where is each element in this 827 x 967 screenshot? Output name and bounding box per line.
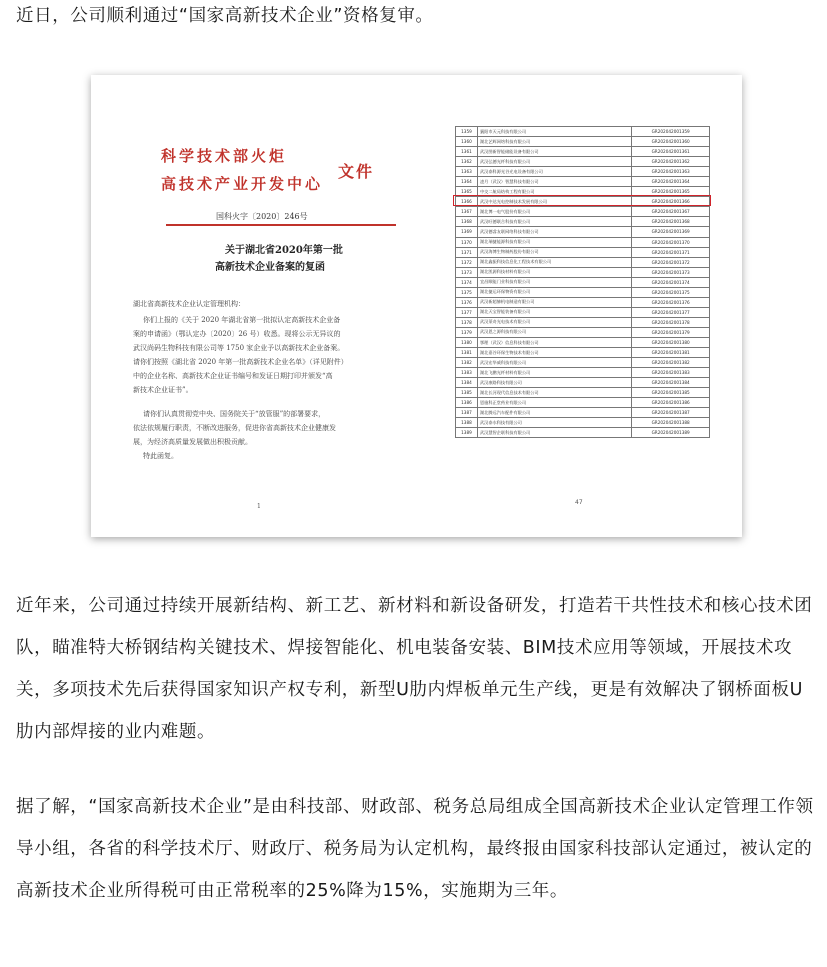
company-name: 恩施科正堂药业有限公司 bbox=[477, 398, 631, 408]
row-number: 1380 bbox=[456, 337, 478, 347]
table-row bbox=[456, 287, 710, 297]
certificate-number: GR202042001385 bbox=[632, 388, 710, 398]
row-number: 1385 bbox=[456, 388, 478, 398]
letter-body-line: 请你们认真贯彻党中央、国务院关于“放管服”的部署要求， bbox=[143, 410, 326, 418]
table-row bbox=[456, 167, 710, 177]
table-row bbox=[456, 227, 710, 237]
certificate-number: GR202042001362 bbox=[632, 157, 710, 167]
company-name: 武汉新超赫机电制造有限公司 bbox=[477, 297, 631, 307]
certificate-number: GR202042001377 bbox=[632, 307, 710, 317]
row-number: 1363 bbox=[456, 167, 478, 177]
table-row bbox=[456, 428, 710, 438]
table-row bbox=[456, 257, 710, 267]
company-name: 武汉弘德光纤科技有限公司 bbox=[477, 157, 631, 167]
certificate-number: GR202042001378 bbox=[632, 317, 710, 327]
company-name: 武汉宏华威科技有限公司 bbox=[477, 358, 631, 368]
table-row bbox=[456, 297, 710, 307]
row-number: 1377 bbox=[456, 307, 478, 317]
certificate-number: GR202042001359 bbox=[632, 127, 710, 137]
letter-body-line: 特此函复。 bbox=[143, 452, 178, 460]
certificate-number: GR202042001368 bbox=[632, 217, 710, 227]
row-number: 1388 bbox=[456, 418, 478, 428]
row-number: 1372 bbox=[456, 257, 478, 267]
certificate-number: GR202042001363 bbox=[632, 167, 710, 177]
row-number: 1367 bbox=[456, 207, 478, 217]
certificate-number: GR202042001364 bbox=[632, 177, 710, 187]
left-page-number: 1 bbox=[257, 503, 261, 510]
company-name: 湖北天宝智能装备有限公司 bbox=[477, 307, 631, 317]
certificate-number: GR202042001372 bbox=[632, 257, 710, 267]
company-name: 湖北长河现代信息技术有限公司 bbox=[477, 388, 631, 398]
company-name: 湖北腾远汽车配件有限公司 bbox=[477, 408, 631, 418]
company-name: 中交二航局结构工程有限公司 bbox=[477, 187, 631, 197]
right-page-number: 47 bbox=[575, 499, 583, 506]
row-number: 1374 bbox=[456, 277, 478, 287]
company-name: 湖北凯源科技材料有限公司 bbox=[477, 267, 631, 277]
table-row bbox=[456, 317, 710, 327]
row-number: 1370 bbox=[456, 237, 478, 247]
certificate-number: GR202042001369 bbox=[632, 227, 710, 237]
certificate-number: GR202042001375 bbox=[632, 287, 710, 297]
table-row bbox=[456, 277, 710, 287]
letter-title-line2: 高新技术企业备案的复函 bbox=[215, 262, 325, 273]
row-number: 1359 bbox=[456, 127, 478, 137]
company-name: 武汉恩之源科技有限公司 bbox=[477, 327, 631, 337]
company-name: 湖北瑞捷能源科技有限公司 bbox=[477, 237, 631, 247]
letter-body-line: 湖北省高新技术企业认定管理机构： bbox=[133, 300, 245, 308]
row-number: 1375 bbox=[456, 287, 478, 297]
highlight-box bbox=[453, 195, 711, 206]
table-row bbox=[456, 177, 710, 187]
company-name: 凌月（武汉）智慧科技有限公司 bbox=[477, 177, 631, 187]
paragraph-policy: 据了解，“国家高新技术企业”是由科技部、财政部、税务总局组成全国高新技术企业认定管理工作领导小组，各省的科学技术厅、财政厅、税务局为认定机构，最终报由国家科技部认定通过，被认定的高新技术企业所得税可由正常税率的25%降为15%，实施期为三年。 bbox=[16, 797, 814, 901]
company-name: 武汉泰水科技有限公司 bbox=[477, 418, 631, 428]
certificate-number: GR202042001379 bbox=[632, 327, 710, 337]
red-divider bbox=[166, 224, 396, 226]
table-row bbox=[456, 327, 710, 337]
company-name: 武汉旺德联合科技有限公司 bbox=[477, 217, 631, 227]
certificate-number: GR202042001381 bbox=[632, 348, 710, 358]
company-name: 武汉泰科源光谷光电设备有限公司 bbox=[477, 167, 631, 177]
table-row bbox=[456, 267, 710, 277]
row-number: 1371 bbox=[456, 247, 478, 257]
certificate-number: GR202042001386 bbox=[632, 398, 710, 408]
row-number: 1387 bbox=[456, 408, 478, 418]
company-name: 湖北捷运环保物资有限公司 bbox=[477, 287, 631, 297]
table-row bbox=[456, 207, 710, 217]
table-row bbox=[456, 137, 710, 147]
row-number: 1383 bbox=[456, 368, 478, 378]
row-number: 1378 bbox=[456, 317, 478, 327]
certificate-number: GR202042001366 bbox=[632, 197, 710, 207]
row-number: 1366 bbox=[456, 197, 478, 207]
certificate-number: GR202042001365 bbox=[632, 187, 710, 197]
letterhead-file-word: 文件 bbox=[338, 162, 375, 181]
company-name: 武汉慧智企联科技有限公司 bbox=[477, 428, 631, 438]
letter-body-line: 请你们按照《湖北省 2020 年第一批高新技术企业名单》（详见附件） bbox=[133, 358, 348, 366]
row-number: 1361 bbox=[456, 147, 478, 157]
table-row bbox=[456, 157, 710, 167]
company-name: 武汉图新智能储能设备有限公司 bbox=[477, 147, 631, 157]
company-name: 湖北艺辉网络科技有限公司 bbox=[477, 137, 631, 147]
company-name: 湖北鑫振科技信息化工程技术有限公司 bbox=[477, 257, 631, 267]
certificate-number: GR202042001371 bbox=[632, 247, 710, 257]
certificate-number: GR202042001382 bbox=[632, 358, 710, 368]
table-row bbox=[456, 237, 710, 247]
certificate-number: GR202042001367 bbox=[632, 207, 710, 217]
letter-body-line: 案的申请函》（鄂认定办〔2020〕26 号）收悉。现将公示无异议的 bbox=[133, 330, 341, 338]
certificate-number: GR202042001374 bbox=[632, 277, 710, 287]
letterhead-line2: 高技术产业开发中心 bbox=[161, 175, 324, 193]
company-name: 武汉中达光电控制技术发展有限公司 bbox=[477, 197, 631, 207]
company-name: 湖北博一电气股份有限公司 bbox=[477, 207, 631, 217]
table-row bbox=[456, 127, 710, 137]
table-row bbox=[456, 398, 710, 408]
table-row bbox=[456, 408, 710, 418]
row-number: 1369 bbox=[456, 227, 478, 237]
table-row bbox=[456, 247, 710, 257]
certificate-number: GR202042001383 bbox=[632, 368, 710, 378]
paragraph-rd: 近年来，公司通过持续开展新结构、新工艺、新材料和新设备研发，打造若干共性技术和核心技术团队，瞄准特大桥钢结构关键技术、焊接智能化、机电装备安装、BIM技术应用等领域，开展技术攻关，多项技术先后获得国家知识产权专利，新型U肋内焊板单元生产线，更是有效解决了钢桥面板U肋内部焊接的业内难题。 bbox=[16, 596, 813, 742]
row-number: 1364 bbox=[456, 177, 478, 187]
intro-line: 近日，公司顺利通过“国家高新技术企业”资格复审。 bbox=[16, 6, 434, 26]
row-number: 1373 bbox=[456, 267, 478, 277]
certificate-number: GR202042001361 bbox=[632, 147, 710, 157]
certificate-number: GR202042001380 bbox=[632, 337, 710, 347]
table-row bbox=[456, 348, 710, 358]
letterhead-line1: 科学技术部火炬 bbox=[161, 147, 288, 165]
letter-body-line: 展，为经济高质量发展做出积极贡献。 bbox=[133, 438, 252, 446]
table-row bbox=[456, 358, 710, 368]
certificate-number: GR202042001373 bbox=[632, 267, 710, 277]
letter-body-line: 你们上报的《关于 2020 年湖北省第一批拟认定高新技术企业备 bbox=[143, 316, 341, 324]
row-number: 1379 bbox=[456, 327, 478, 337]
table-row bbox=[456, 378, 710, 388]
table-row bbox=[456, 217, 710, 227]
row-number: 1389 bbox=[456, 428, 478, 438]
row-number: 1381 bbox=[456, 348, 478, 358]
row-number: 1384 bbox=[456, 378, 478, 388]
certificate-number: GR202042001370 bbox=[632, 237, 710, 247]
certificate-number: GR202042001360 bbox=[632, 137, 710, 147]
company-list-table bbox=[455, 126, 710, 438]
certificate-number: GR202042001389 bbox=[632, 428, 710, 438]
company-name: 武汉康路科技有限公司 bbox=[477, 378, 631, 388]
company-name: 武汉海博生物制药股份有限公司 bbox=[477, 247, 631, 257]
table-row bbox=[456, 307, 710, 317]
company-name: 宜昌顺能门业科技有限公司 bbox=[477, 277, 631, 287]
letter-title-line1: 关于湖北省2020年第一批 bbox=[225, 245, 343, 256]
letter-body-line: 新技术企业证书”。 bbox=[133, 386, 193, 394]
table-row bbox=[456, 418, 710, 428]
certificate-number: GR202042001388 bbox=[632, 418, 710, 428]
certificate-number: GR202042001376 bbox=[632, 297, 710, 307]
document-number: 国科火字〔2020〕246号 bbox=[216, 212, 308, 221]
row-number: 1376 bbox=[456, 297, 478, 307]
certificate-number: GR202042001384 bbox=[632, 378, 710, 388]
company-name: 武汉德睿友联网络科技有限公司 bbox=[477, 227, 631, 237]
company-name: 湖北嘉谷环保生物技术有限公司 bbox=[477, 348, 631, 358]
row-number: 1365 bbox=[456, 187, 478, 197]
document-photo bbox=[91, 75, 742, 537]
table-row bbox=[456, 337, 710, 347]
company-name: 湖北飞鹏光纤材料有限公司 bbox=[477, 368, 631, 378]
row-number: 1362 bbox=[456, 157, 478, 167]
letter-body-line: 依法依规履行职责，不断改进服务，促进你省高新技术企业健康发 bbox=[133, 424, 336, 432]
letter-body-line: 武汉尚码生物科技有限公司等 1750 家企业予以高新技术企业备案。 bbox=[133, 344, 345, 352]
table-row bbox=[456, 388, 710, 398]
company-name: 武汉莱奇光电技术有限公司 bbox=[477, 317, 631, 327]
table-row bbox=[456, 147, 710, 157]
row-number: 1360 bbox=[456, 137, 478, 147]
company-name: 襄阳市天元科技有限公司 bbox=[477, 127, 631, 137]
row-number: 1368 bbox=[456, 217, 478, 227]
letter-page bbox=[131, 127, 411, 537]
company-name: 鄂理（武汉）信息科技有限公司 bbox=[477, 337, 631, 347]
table-row bbox=[456, 368, 710, 378]
letter-body-line: 中的企业名称、高新技术企业证书编号和发证日期打印并颁发“高 bbox=[133, 372, 333, 380]
row-number: 1386 bbox=[456, 398, 478, 408]
row-number: 1382 bbox=[456, 358, 478, 368]
certificate-number: GR202042001387 bbox=[632, 408, 710, 418]
